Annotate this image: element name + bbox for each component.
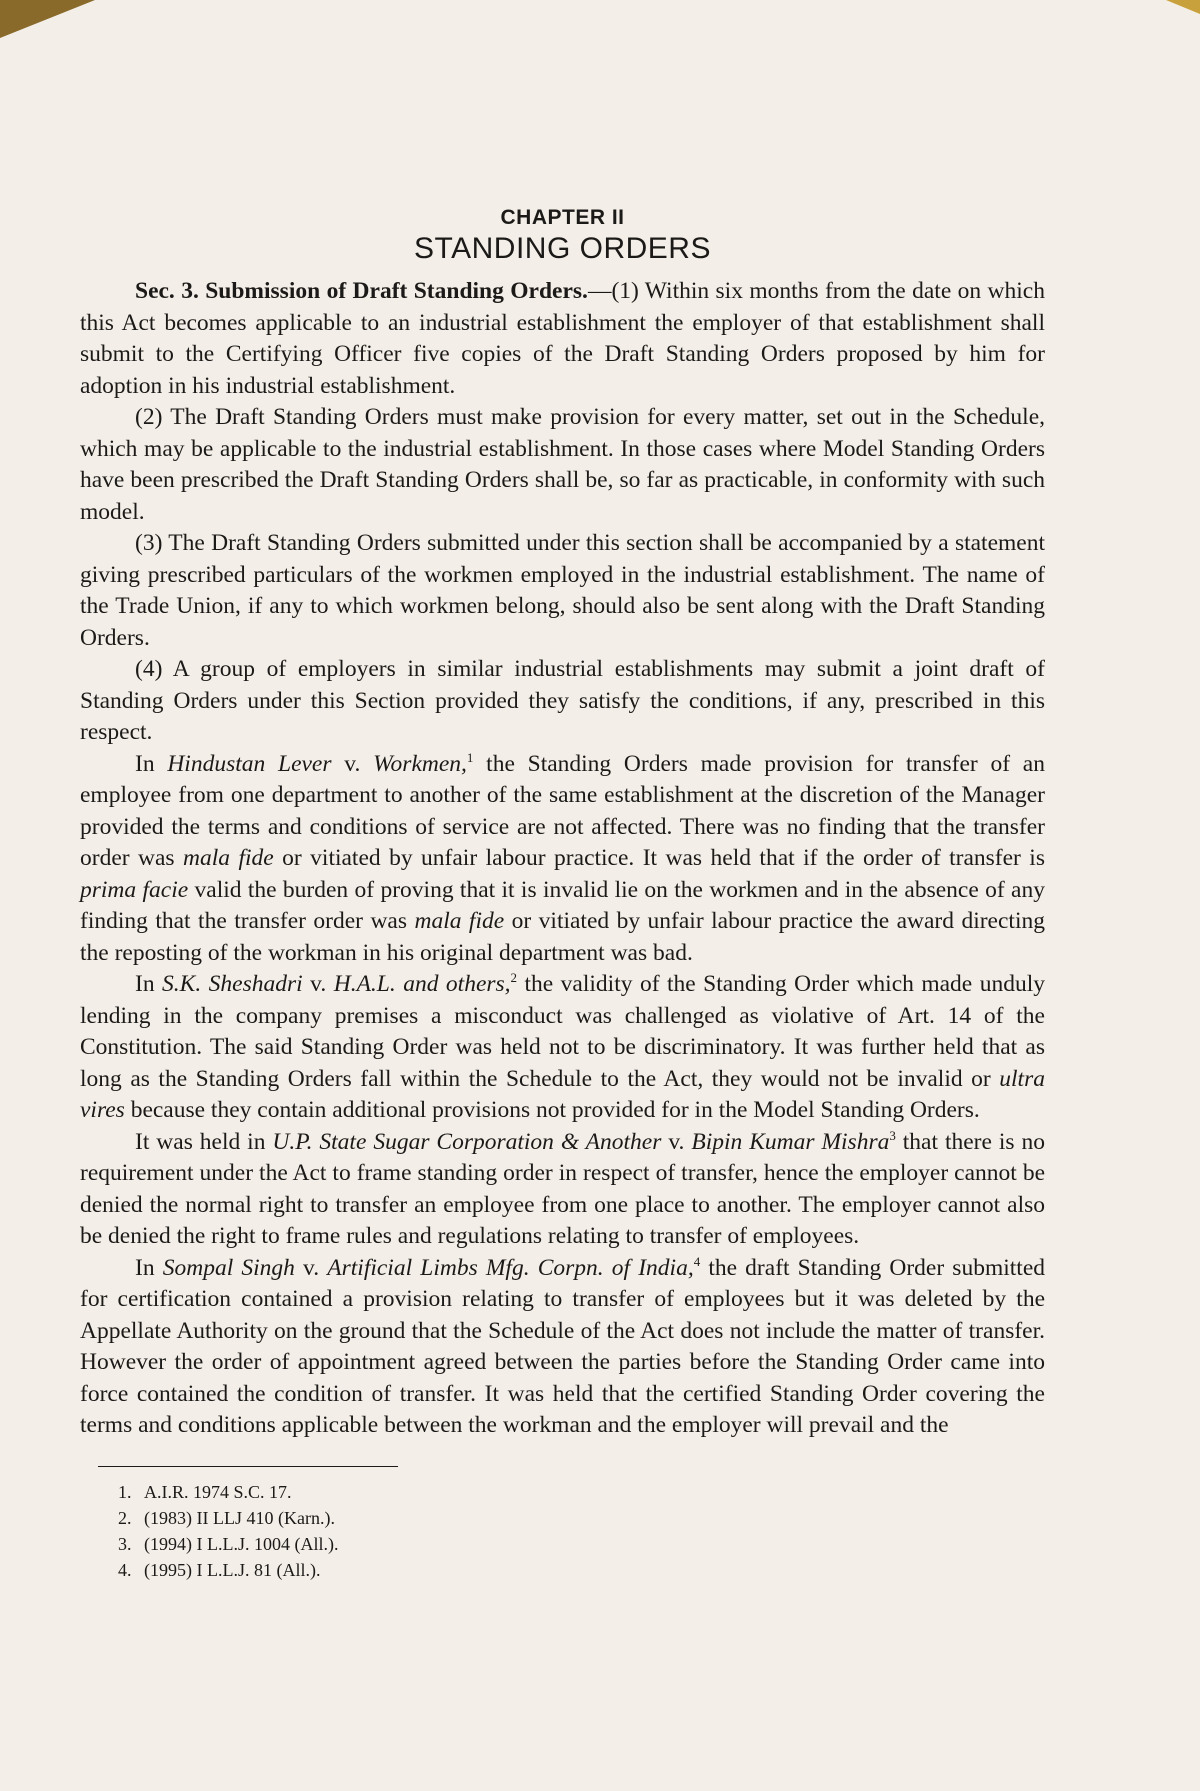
footnote-number: 1. (118, 1481, 132, 1502)
footnote (118, 1505, 1045, 1531)
section-paragraph-4: (4) A group of employers in similar industrial establishments may submit a joint draft of Standing Orders under this Section provided they satisfy the conditions, if any, prescribed in this respect. (80, 656, 1045, 745)
case-name: U.P. State Sugar Corporation & Another (272, 1128, 662, 1155)
text: valid the burden of proving that it is invalid lie on the workmen and in the absence of any finding that the transfer order was (80, 876, 1045, 934)
page-edge-highlight (1166, 0, 1200, 14)
section-paragraph-1 (80, 276, 1045, 402)
text: because they contain additional provisions not provided for in the Model Standing Orders. (124, 1097, 980, 1123)
footnote-text: (1995) I L.L.J. 81 (All.). (144, 1559, 321, 1580)
text: v. (661, 1128, 692, 1155)
case-paragraph-sheshadri (80, 969, 1045, 1127)
latin-term: mala fide (414, 908, 505, 934)
footnote-number: 3. (118, 1533, 132, 1554)
text: the validity of the Standing Order which made unduly lending in the company premises a misconduct was challenged as violative of Art. 14 of the Constitution. The said Standing Order was held not to be discriminatory. It was further held that as long as the Standing Orders fall within the Schedule to the Act, they would not be invalid or (80, 971, 1045, 1092)
footnote-text: (1994) I L.L.J. 1004 (All.). (144, 1533, 339, 1554)
latin-term: prima facie (80, 876, 189, 903)
footnote (118, 1479, 1045, 1505)
text: or vitiated by unfair labour practice the award directing the reposting of the workman in his original department was bad. (80, 908, 1045, 966)
case-party: H.A.L. and others, (333, 971, 511, 997)
section-paragraph-3: (3) The Draft Standing Orders submitted under this section shall be accompanied by a statement giving prescribed particulars of the workmen employed in the industrial establishment. The name of the Trade Union, if any to which workmen belong, should also be sent along with the Draft Standing Orders. (80, 530, 1045, 651)
text: In (135, 750, 168, 777)
footnote-number: 2. (118, 1507, 132, 1528)
footnotes (118, 1479, 1045, 1583)
section-p1-text: —(1) Within six months from the date on which this Act becomes applicable to an industrial establishment the employer of that establishment shall submit to the Certifying Officer five copies of the Draft Standing Orders proposed by him for adoption in his industrial establishment. (80, 278, 1045, 399)
footnote-ref: 3 (889, 1127, 896, 1143)
footnote-ref: 1 (466, 749, 474, 765)
footnote-text: A.I.R. 1974 S.C. 17. (144, 1481, 292, 1502)
case-paragraph-up-sugar (80, 1127, 1045, 1253)
text: v. (331, 750, 374, 777)
latin-term: ultra vires (80, 1065, 1045, 1123)
footnote-ref: 4 (693, 1253, 701, 1269)
text: v. (302, 971, 334, 997)
footnote-number: 4. (118, 1559, 132, 1580)
footnote-divider (98, 1466, 398, 1467)
chapter-title: STANDING ORDERS (414, 232, 711, 265)
text: In (135, 1254, 163, 1281)
case-name: Hindustan Lever (167, 750, 332, 777)
text: the draft Standing Order submitted for certification contained a provision relating to transfer of employees but it was deleted by the Appellate Authority on the ground that the Schedule of the Act does not include the matter of transfer. However the order of appointment agreed between the parties before the Standing Order came into force contained the condition of transfer. It was held that the certified Standing Order covering the terms and conditions applicable between the workman and the employer will prevail and the (80, 1254, 1046, 1438)
book-page (80, 200, 1045, 1583)
case-party: Bipin Kumar Mishra (691, 1128, 890, 1155)
text: or vitiated by unfair labour practice. It was held that if the order of transfer is (273, 845, 1045, 871)
latin-term: mala fide (183, 845, 274, 871)
footnote-text: (1983) II LLJ 410 (Karn.). (144, 1507, 335, 1528)
text: v. (294, 1254, 328, 1281)
text: that there is no requirement under the Act to frame standing order in respect of transfer, hence the employer cannot be denied the normal right to transfer an employee from one place to another. The employer cannot also be denied the right to frame rules and regulations relating to transfer of employees. (80, 1128, 1045, 1249)
footnote (118, 1531, 1045, 1557)
case-name: S.K. Sheshadri (162, 971, 303, 997)
section-heading: Sec. 3. Submission of Draft Standing Orders. (135, 278, 588, 304)
section-paragraph-2: (2) The Draft Standing Orders must make provision for every matter, set out in the Schedule, which may be applicable to the industrial establishment. In those cases where Model Standing Orders have been prescribed the Draft Standing Orders shall be, so far as practicable, in conformity with such model. (80, 404, 1045, 525)
case-name: Sompal Singh (162, 1254, 295, 1281)
text: It was held in (135, 1128, 273, 1155)
case-paragraph-sompal-singh (80, 1253, 1045, 1442)
case-paragraph-hindustan-lever (80, 749, 1045, 970)
case-party: Artificial Limbs Mfg. Corpn. of India, (327, 1254, 694, 1281)
footnote (118, 1557, 1045, 1583)
text: In (135, 971, 163, 997)
case-party: Workmen, (373, 750, 467, 777)
footnote-ref: 2 (510, 970, 518, 986)
text: the Standing Orders made provision for transfer of an employee from one department to another of the same establishment at the discretion of the Manager provided the terms and conditions of service are not affected. There was no finding that the transfer order was (80, 750, 1045, 871)
chapter-label: CHAPTER II (500, 206, 625, 229)
page-edge-shadow (0, 0, 95, 38)
